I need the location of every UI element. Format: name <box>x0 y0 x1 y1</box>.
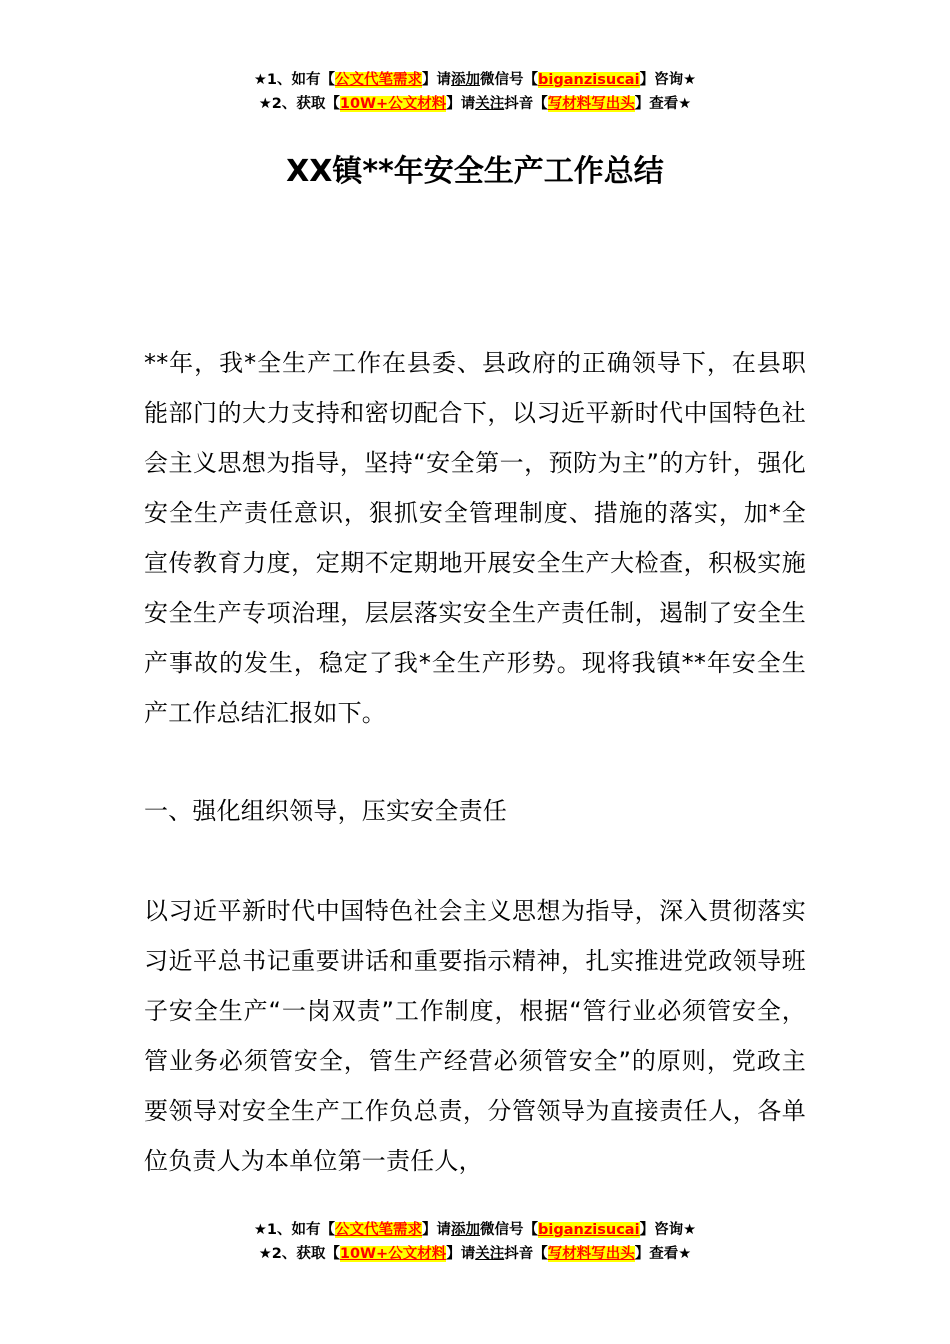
banner-line-2 <box>0 1242 950 1266</box>
section-1-paragraph: 以习近平新时代中国特色社会主义思想为指导，深入贯彻落实习近平总书记重要讲话和重要指示精神，扎实推进党政领导班子安全生产“一岗双责”工作制度，根据“管行业必须管安全，管业务必须管安全，管生产经营必须管安全”的原则，党政主要领导对安全生产工作负总责，分管领导为直接责任人，各单位负责人为本单位第一责任人， <box>144 897 806 1175</box>
banner-text: 微信号【 <box>480 72 539 88</box>
banner-text: ★2、获取【 <box>258 1246 340 1262</box>
banner-highlight-materials: 10W+公文材料 <box>339 1246 447 1262</box>
banner-line-1 <box>0 1218 950 1242</box>
banner-highlight-douyin: 写材料写出头 <box>547 1246 635 1262</box>
document-title: XX镇**年安全生产工作总结 <box>286 154 664 189</box>
section-heading-1: 一、强化组织领导，压实安全责任 <box>144 797 507 825</box>
banner-text: 】咨询★ <box>639 1222 697 1238</box>
banner-text: ★1、如有【 <box>253 72 336 88</box>
banner-highlight-wechat-id: biganzisucai <box>538 1222 640 1238</box>
banner-text: 】咨询★ <box>639 72 697 88</box>
banner-underlined-text: 关注 <box>475 1246 505 1262</box>
banner-text: 】查看★ <box>634 1246 692 1262</box>
banner-text: ★2、获取【 <box>258 96 340 112</box>
banner-highlight-douyin: 写材料写出头 <box>547 96 635 112</box>
intro-paragraph: **年，我*全生产工作在县委、县政府的正确领导下，在县职能部门的大力支持和密切配合下，以习近平新时代中国特色社会主义思想为指导，坚持“安全第一，预防为主”的方针，强化安全生产责任意识，狠抓安全管理制度、措施的落实，加*全宣传教育力度，定期不定期地开展安全生产大检查，积极实施安全生产专项治理，层层落实安全生产责任制，遏制了安全生产事故的发生，稳定了我*全生产形势。现将我镇**年安全生产工作总结汇报如下。 <box>144 349 806 727</box>
banner-line-1 <box>0 68 950 92</box>
banner-highlight-service: 公文代笔需求 <box>335 72 423 88</box>
banner-text: 】请 <box>422 72 452 88</box>
banner-underlined-text: 添加 <box>451 1222 481 1238</box>
banner-highlight-wechat-id: biganzisucai <box>538 72 640 88</box>
banner-underlined-text: 关注 <box>475 96 505 112</box>
banner-highlight-service: 公文代笔需求 <box>335 1222 423 1238</box>
body-section-1 <box>144 886 806 1186</box>
banner-underlined-text: 添加 <box>451 72 481 88</box>
banner-highlight-materials: 10W+公文材料 <box>339 96 447 112</box>
banner-text: 】请 <box>446 1246 476 1262</box>
banner-text: 抖音【 <box>504 1246 548 1262</box>
body-section-heading <box>144 786 806 836</box>
footer-banner <box>0 1218 950 1266</box>
banner-text: 】请 <box>422 1222 452 1238</box>
banner-text: 】查看★ <box>634 96 692 112</box>
banner-text: 】请 <box>446 96 476 112</box>
banner-text: 微信号【 <box>480 1222 539 1238</box>
banner-text: ★1、如有【 <box>253 1222 336 1238</box>
body-section-intro <box>144 338 806 738</box>
header-banner <box>0 68 950 116</box>
banner-text: 抖音【 <box>504 96 548 112</box>
banner-line-2 <box>0 92 950 116</box>
